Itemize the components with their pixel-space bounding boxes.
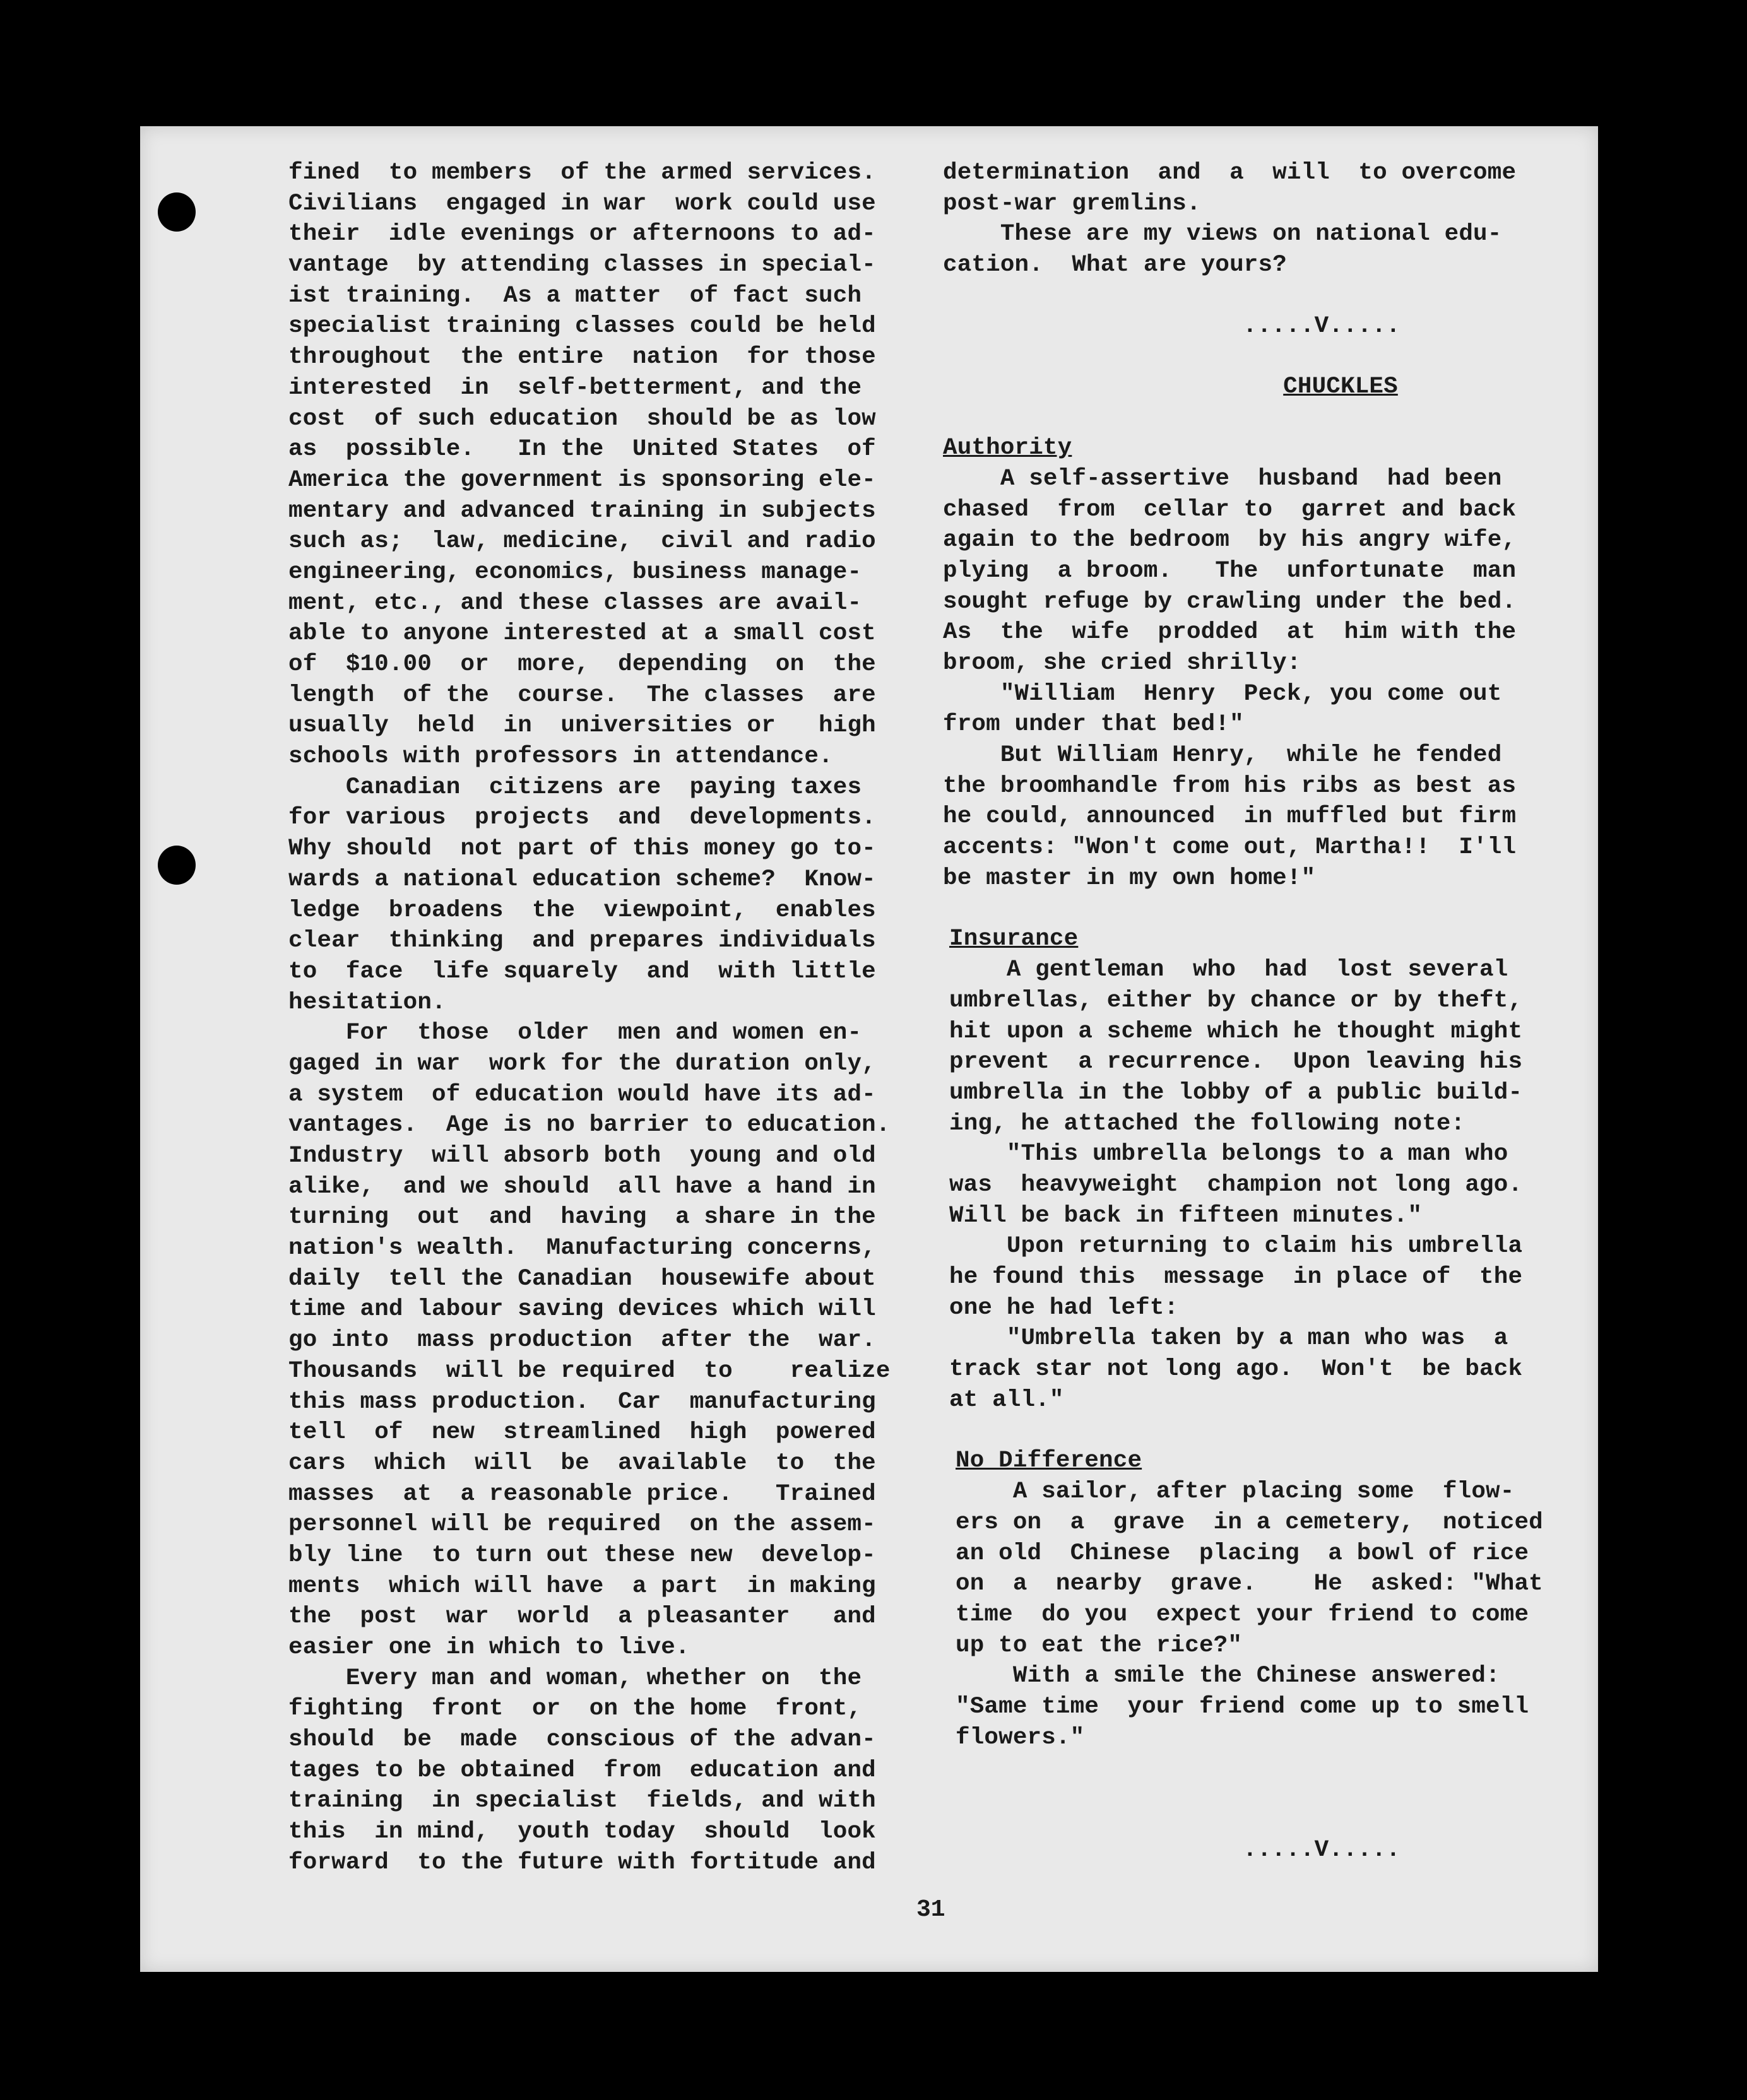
text-line: again to the bedroom by his angry wife, — [943, 527, 1517, 554]
authority-body — [943, 464, 1598, 894]
text-line: bly line to turn out these new develop- — [288, 1542, 876, 1569]
text-line: of $10.00 or more, depending on the — [288, 651, 876, 678]
text-line: throughout the entire nation for those — [288, 344, 876, 371]
text-line: nation's wealth. Manufacturing concerns, — [288, 1235, 876, 1262]
text-line: this mass production. Car manufacturing — [288, 1388, 876, 1415]
text-line: was heavyweight champion not long ago. — [949, 1171, 1523, 1198]
divider-bottom: .....V..... — [1243, 1837, 1401, 1864]
text-line: ist training. As a matter of fact such — [288, 282, 862, 309]
text-line: daily tell the Canadian housewife about — [288, 1265, 876, 1292]
text-line: gaged in war work for the duration only, — [288, 1050, 876, 1077]
text-line: determination and a will to overcome — [943, 160, 1517, 186]
text-line: a system of education would have its ad- — [288, 1081, 876, 1108]
text-line: vantages. Age is no barrier to education. — [288, 1112, 891, 1139]
text-line: interested in self-betterment, and the — [288, 374, 862, 401]
text-line: to face life squarely and with little — [288, 958, 876, 985]
text-line: ers on a grave in a cemetery, noticed — [956, 1509, 1543, 1536]
text-line: should be made conscious of the advan- — [288, 1726, 876, 1754]
text-line: accents: "Won't come out, Martha!! I'll — [943, 834, 1517, 861]
text-line: cars which will be available to the — [288, 1449, 876, 1477]
text-line: training in specialist fields, and with — [288, 1788, 876, 1815]
text-line: "This umbrella belongs to a man who — [949, 1141, 1508, 1168]
text-line: "Same time your friend come up to smell — [956, 1693, 1529, 1720]
text-line: umbrella in the lobby of a public build- — [949, 1079, 1523, 1106]
text-line: an old Chinese placing a bowl of rice — [956, 1540, 1529, 1567]
authority-heading: Authority — [943, 435, 1072, 462]
text-line: broom, she cried shrilly: — [943, 649, 1301, 676]
text-line: personnel will be required on the assem- — [288, 1511, 876, 1538]
binder-hole-top — [158, 192, 196, 232]
text-line: for various projects and developments. — [288, 805, 876, 832]
text-line: forward to the future with fortitude and — [288, 1849, 876, 1876]
text-line: Every man and woman, whether on the — [288, 1665, 862, 1692]
no-difference-body — [956, 1477, 1598, 1753]
text-line: For those older men and women en- — [288, 1020, 862, 1047]
text-line: These are my views on national edu- — [943, 221, 1502, 248]
text-line: at all." — [949, 1386, 1064, 1413]
text-line: this in mind, youth today should look — [288, 1819, 876, 1846]
text-line: America the government is sponsoring ele- — [288, 466, 876, 493]
no-difference-heading: No Difference — [956, 1448, 1142, 1475]
text-line: specialist training classes could be held — [288, 313, 876, 340]
text-line: from under that bed!" — [943, 711, 1244, 738]
text-line: such as; law, medicine, civil and radio — [288, 528, 876, 555]
text-line: chased from cellar to garret and back — [943, 496, 1517, 523]
text-line: Civilians engaged in war work could use — [288, 190, 876, 217]
text-line: A sailor, after placing some flow- — [956, 1478, 1515, 1506]
text-line: the post war world a pleasanter and — [288, 1603, 876, 1631]
text-line: up to eat the rice?" — [956, 1632, 1243, 1659]
text-line: ing, he attached the following note: — [949, 1110, 1466, 1137]
text-line: tell of new streamlined high powered — [288, 1419, 876, 1446]
binder-hole-bottom — [158, 846, 196, 885]
text-line: Thousands will be required to realize — [288, 1357, 891, 1384]
text-line: easier one in which to live. — [288, 1634, 690, 1661]
page-number: 31 — [916, 1896, 945, 1923]
text-line: ment, etc., and these classes are avail- — [288, 589, 862, 616]
text-line: he found this message in place of the — [949, 1264, 1523, 1290]
text-line: plying a broom. The unfortunate man — [943, 557, 1517, 584]
text-line: "William Henry Peck, you come out — [943, 680, 1502, 707]
text-line: time do you expect your friend to come — [956, 1601, 1529, 1628]
text-line: the broomhandle from his ribs as best as — [943, 772, 1517, 799]
text-line: A self-assertive husband had been — [943, 465, 1502, 492]
text-line: their idle evenings or afternoons to ad- — [288, 221, 876, 248]
text-line: vantage by attending classes in special- — [288, 252, 876, 279]
divider-top: .....V..... — [1243, 312, 1401, 339]
text-line: sought refuge by crawling under the bed. — [943, 588, 1517, 615]
text-line: length of the course. The classes are — [288, 681, 876, 709]
text-line: But William Henry, while he fended — [943, 742, 1502, 769]
text-line: Will be back in fifteen minutes." — [949, 1202, 1423, 1229]
text-line: fighting front or on the home front, — [288, 1696, 862, 1723]
text-line: Why should not part of this money go to- — [288, 835, 876, 863]
document-page — [140, 126, 1598, 1972]
text-line: schools with professors in attendance. — [288, 743, 833, 770]
text-line: flowers." — [956, 1724, 1085, 1751]
text-line: hit upon a scheme which he thought might — [949, 1018, 1523, 1045]
text-line: track star not long ago. Won't be back — [949, 1356, 1523, 1383]
text-line: fined to members of the armed services. — [288, 160, 876, 186]
text-line: "Umbrella taken by a man who was a — [949, 1325, 1508, 1352]
text-line: ledge broadens the viewpoint, enables — [288, 897, 876, 924]
text-line: be master in my own home!" — [943, 864, 1316, 892]
text-line: prevent a recurrence. Upon leaving his — [949, 1049, 1523, 1076]
text-line: go into mass production after the war. — [288, 1327, 876, 1354]
text-line: turning out and having a share in the — [288, 1204, 876, 1231]
text-line: As the wife prodded at him with the — [943, 619, 1517, 646]
text-line: umbrellas, either by chance or by theft, — [949, 987, 1523, 1014]
text-line: masses at a reasonable price. Trained — [288, 1480, 876, 1507]
text-line: able to anyone interested at a small cost — [288, 620, 876, 647]
right-column — [943, 158, 1598, 1866]
text-line: on a nearby grave. He asked: "What — [956, 1571, 1543, 1598]
right-column-intro — [943, 158, 1598, 281]
section-title: CHUCKLES — [1283, 374, 1398, 401]
text-line: post-war gremlins. — [943, 190, 1201, 217]
text-line: cost of such education should be as low — [288, 405, 876, 432]
text-line: usually held in universities or high — [288, 712, 876, 740]
text-line: he could, announced in muffled but firm — [943, 803, 1517, 830]
text-line: tages to be obtained from education and — [288, 1757, 876, 1784]
text-line: A gentleman who had lost several — [949, 957, 1508, 984]
text-line: Upon returning to claim his umbrella — [949, 1233, 1523, 1260]
text-line: mentary and advanced training in subjects — [288, 497, 876, 524]
text-line: alike, and we should all have a hand in — [288, 1173, 876, 1200]
text-line: clear thinking and prepares individuals — [288, 928, 876, 955]
text-line: ments which will have a part in making — [288, 1572, 876, 1600]
text-line: With a smile the Chinese answered: — [956, 1663, 1500, 1690]
text-line: hesitation. — [288, 989, 446, 1016]
text-line: wards a national education scheme? Know- — [288, 866, 876, 893]
text-line: as possible. In the United States of — [288, 436, 876, 463]
text-line: one he had left: — [949, 1294, 1179, 1321]
text-line: engineering, economics, business manage- — [288, 558, 862, 586]
text-line: Industry will absorb both young and old — [288, 1143, 876, 1169]
text-line: Canadian citizens are paying taxes — [288, 774, 862, 801]
insurance-heading: Insurance — [949, 926, 1079, 953]
insurance-body — [949, 955, 1598, 1415]
text-line: time and labour saving devices which will — [288, 1296, 876, 1323]
text-line: cation. What are yours? — [943, 252, 1287, 279]
